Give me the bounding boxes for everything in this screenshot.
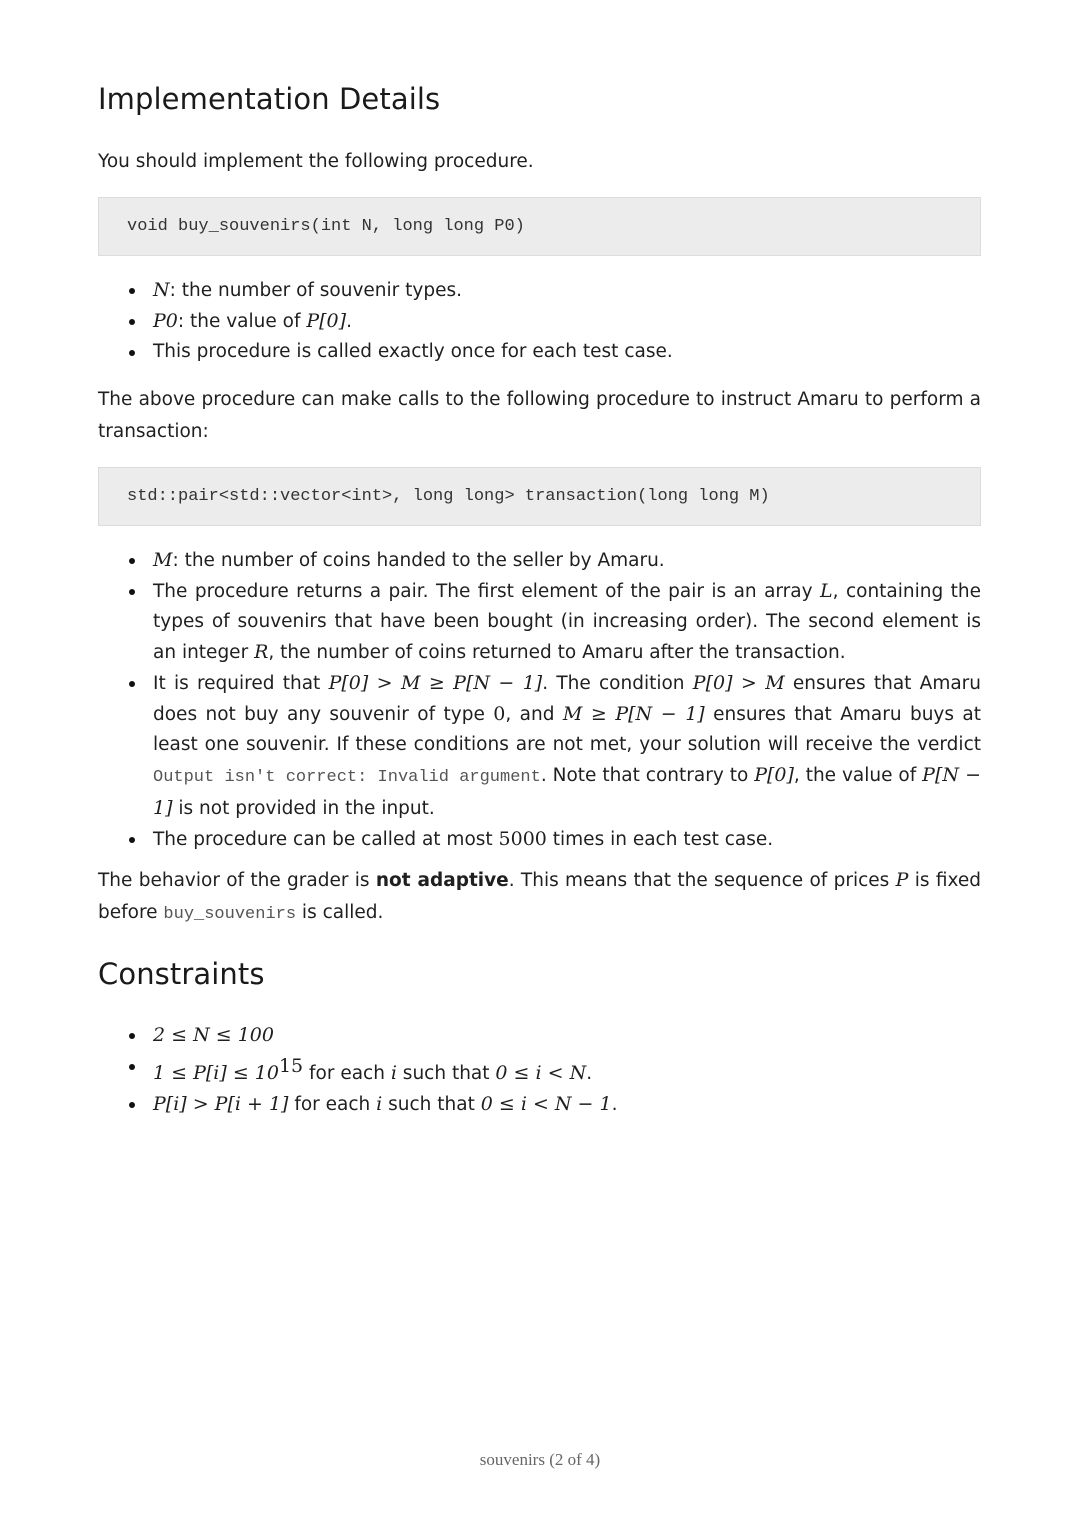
list-item bbox=[98, 545, 981, 576]
page-footer: souvenirs (2 of 4) bbox=[479, 1450, 601, 1469]
item-text: : the value of bbox=[177, 311, 307, 332]
list-item bbox=[98, 576, 981, 668]
list-item bbox=[98, 306, 981, 337]
para-text: is called. bbox=[296, 902, 384, 923]
math-var: i bbox=[390, 1062, 397, 1085]
math-var: P0 bbox=[153, 310, 178, 332]
transaction-details-list bbox=[98, 545, 981, 855]
math-num: 0 bbox=[493, 703, 506, 725]
inline-code: buy_souvenirs bbox=[163, 905, 297, 924]
math-var: P bbox=[895, 869, 909, 891]
math-expr: 0 ≤ i < N bbox=[495, 1062, 587, 1085]
math-expr: P[0] bbox=[306, 310, 347, 332]
math-expr: 2 ≤ N ≤ 100 bbox=[153, 1024, 274, 1046]
item-text: ensures that Amaru does not buy any souvenir of type bbox=[153, 673, 982, 725]
list-item bbox=[98, 668, 981, 824]
math-num: 5000 bbox=[498, 828, 547, 850]
transaction-intro-paragraph: The above procedure can make calls to the following procedure to instruct Amaru to perform a transaction: bbox=[98, 389, 981, 442]
item-text: is not provided in the input. bbox=[172, 798, 435, 819]
math-var: i bbox=[376, 1093, 383, 1116]
para-text: . This means that the sequence of prices bbox=[508, 870, 896, 891]
math-expr: 1 ≤ P[i] ≤ 10 bbox=[153, 1062, 279, 1085]
item-text: . bbox=[346, 311, 352, 332]
math-expr: P[N − 1] bbox=[153, 764, 981, 819]
verdict-code: Output isn't correct: Invalid argument bbox=[153, 768, 541, 787]
list-item bbox=[98, 275, 981, 306]
list-item bbox=[98, 1089, 981, 1120]
transaction-signature: std::pair<std::vector<int>, long long> transaction(long long M) bbox=[98, 467, 981, 526]
math-var: R bbox=[254, 641, 269, 663]
exponent: 15 bbox=[278, 1055, 304, 1077]
buy-souvenirs-signature: void buy_souvenirs(int N, long long P0) bbox=[98, 197, 981, 256]
constraints-heading: Constraints bbox=[98, 957, 265, 991]
para-text: is fixed before bbox=[98, 870, 981, 923]
bold-text: not adaptive bbox=[375, 870, 509, 891]
math-expr: P[0] > M bbox=[692, 672, 785, 694]
item-text: for each bbox=[303, 1063, 391, 1085]
item-text: : the number of coins handed to the seller by Amaru. bbox=[172, 550, 665, 571]
math-expr: P[i] > P[i + 1] bbox=[153, 1093, 289, 1116]
math-var: M bbox=[153, 549, 173, 571]
list-item bbox=[98, 337, 981, 367]
math-var: L bbox=[820, 580, 833, 602]
constraints-list bbox=[98, 1020, 981, 1120]
item-text: . bbox=[586, 1063, 593, 1085]
math-expr: P[0] > M ≥ P[N − 1] bbox=[328, 672, 543, 694]
item-text: , containing the types of souvenirs that have been bought (in increasing order). The second element is an integer bbox=[153, 581, 982, 663]
item-text: such that bbox=[396, 1063, 496, 1085]
item-text: such that bbox=[382, 1094, 481, 1116]
list-item bbox=[98, 1051, 981, 1089]
item-text: , and bbox=[505, 704, 563, 725]
item-text: for each bbox=[288, 1094, 377, 1116]
para-text: The behavior of the grader is bbox=[98, 870, 376, 891]
item-text: . bbox=[611, 1094, 618, 1116]
procedure-params-list bbox=[98, 275, 981, 367]
list-item bbox=[98, 1020, 981, 1051]
item-text: . Note that contrary to bbox=[540, 765, 755, 786]
item-text: : the number of souvenir types. bbox=[169, 280, 462, 301]
item-text: It is required that bbox=[153, 673, 329, 694]
math-expr: P[0] bbox=[754, 764, 794, 786]
item-text: This procedure is called exactly once for each test case. bbox=[153, 341, 673, 362]
item-text: , the number of coins returned to Amaru after the transaction. bbox=[268, 642, 846, 663]
item-text: ensures that Amaru buys at least one souvenir. If these conditions are not met, your solution will receive the verdict bbox=[153, 704, 981, 755]
item-text: . The condition bbox=[542, 673, 693, 694]
math-var: N bbox=[153, 279, 170, 301]
implementation-details-heading: Implementation Details bbox=[98, 82, 441, 116]
intro-paragraph: You should implement the following procedure. bbox=[98, 151, 534, 172]
adaptive-paragraph bbox=[98, 864, 981, 931]
math-expr: 0 ≤ i < N − 1 bbox=[480, 1093, 612, 1116]
list-item bbox=[98, 824, 981, 855]
item-text: times in each test case. bbox=[546, 829, 774, 850]
item-text: The procedure can be called at most bbox=[153, 829, 499, 850]
math-expr: M ≥ P[N − 1] bbox=[562, 703, 705, 725]
item-text: , the value of bbox=[793, 765, 923, 786]
item-text: The procedure returns a pair. The first element of the pair is an array bbox=[153, 581, 821, 602]
